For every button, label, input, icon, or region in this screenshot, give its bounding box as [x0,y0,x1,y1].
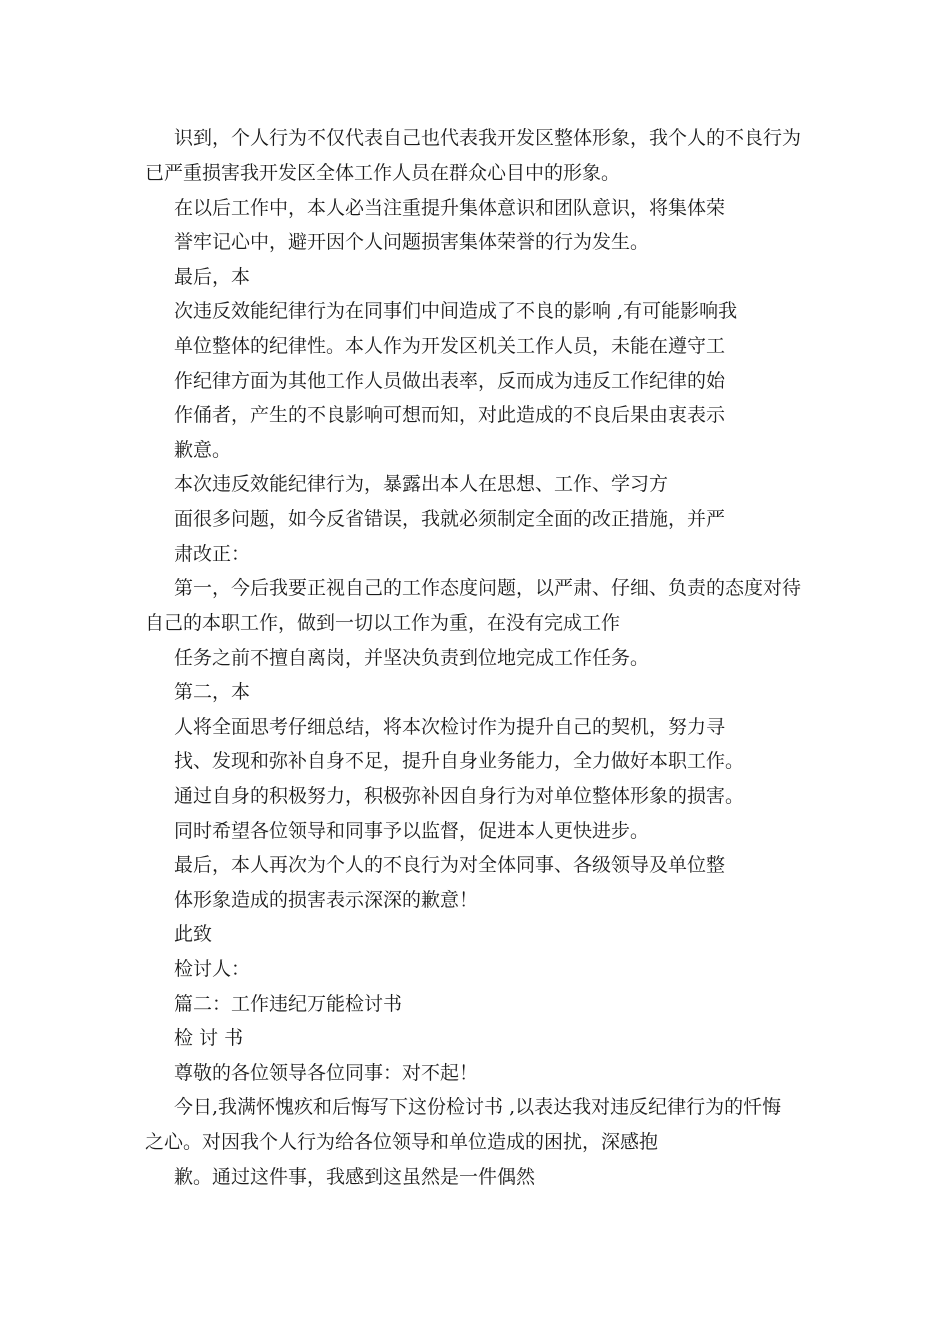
text-line: 肃改正： [174,543,251,565]
text-line: 面很多问题，如今反省错误，我就必须制定全面的改正措施，并严 [174,508,726,530]
text-line: 单位整体的纪律性。本人作为开发区机关工作人员，未能在遵守工 [174,335,726,357]
text-line: 今日,我满怀愧疚和后悔写下这份检讨书 ,以表达我对违反纪律行为的忏悔 [174,1096,782,1118]
text-line: 检讨人： [174,958,251,980]
text-line: 本次违反效能纪律行为，暴露出本人在思想、工作、学习方 [174,473,669,495]
text-line: 体形象造成的损害表示深深的歉意！ [174,889,479,911]
text-line: 在以后工作中，本人必当注重提升集体意识和团队意识，将集体荣 [174,197,726,219]
text-line: 已严重损害我开发区全体工作人员在群众心目中的形象。 [145,162,621,184]
text-line: 任务之前不擅自离岗，并坚决负责到位地完成工作任务。 [174,647,650,669]
text-line: 作纪律方面为其他工作人员做出表率，反而成为违反工作纪律的始 [174,370,726,392]
section-heading: 篇二：工作违纪万能检讨书 [174,993,403,1015]
text-line: 最后，本 [174,266,251,288]
salutation: 尊敬的各位领导各位同事：对不起！ [174,1062,479,1084]
text-line: 次违反效能纪律行为在同事们中间造成了不良的影响 ,有可能影响我 [174,300,738,322]
text-line: 识到，个人行为不仅代表自己也代表我开发区整体形象，我个人的不良行为 [174,127,802,149]
text-line: 作俑者，产生的不良影响可想而知，对此造成的不良后果由衷表示 [174,404,726,426]
text-line: 第二，本 [174,681,251,703]
text-line: 人将全面思考仔细总结，将本次检讨作为提升自己的契机，努力寻 [174,716,726,738]
text-line: 此致 [174,923,213,945]
text-line: 第一，今后我要正视自己的工作态度问题，以严肃、仔细、负责的态度对待 [174,577,802,599]
text-line: 歉意。 [174,439,232,461]
text-line: 自己的本职工作，做到一切以工作为重，在没有完成工作 [145,612,621,634]
text-line: 同时希望各位领导和同事予以监督，促进本人更快进步。 [174,820,650,842]
text-line: 之心。对因我个人行为给各位领导和单位造成的困扰，深感抱 [145,1131,659,1153]
text-line: 誉牢记心中，避开因个人问题损害集体荣誉的行为发生。 [174,231,650,253]
text-line: 歉。通过这件事，我感到这虽然是一件偶然 [174,1166,536,1188]
text-line: 通过自身的积极努力，积极弥补因自身行为对单位整体形象的损害。 [174,785,745,807]
text-line: 最后，本人再次为个人的不良行为对全体同事、各级领导及单位整 [174,854,726,876]
document-title: 检 讨 书 [174,1027,244,1049]
text-line: 找、发现和弥补自身不足，提升自身业务能力，全力做好本职工作。 [174,750,745,772]
